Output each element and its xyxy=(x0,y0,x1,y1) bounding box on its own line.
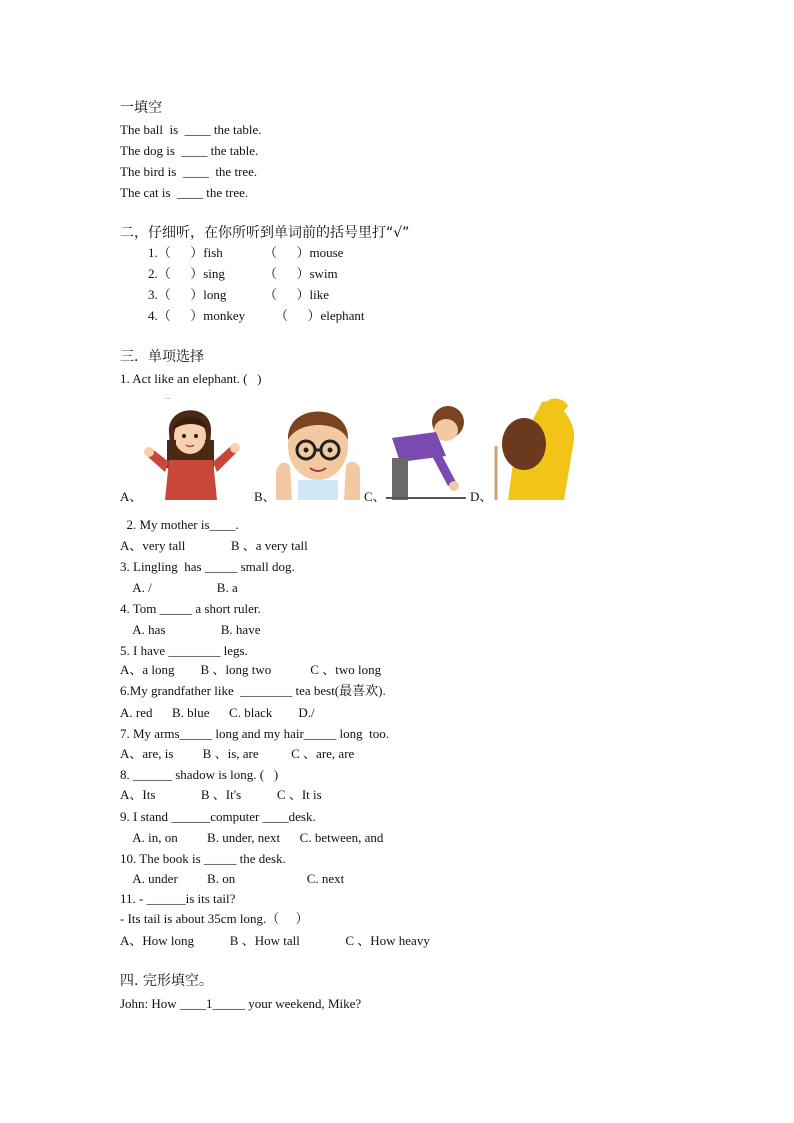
question-3-options: A. / B. a xyxy=(120,580,238,595)
question-8-options: A、Its B 、It's C 、It is xyxy=(120,787,322,802)
section-2-title: 二，仔细听，在你所听到单词前的括号里打“√” xyxy=(120,225,410,241)
fill-blank-line-1: The ball is ____ the table. xyxy=(120,122,262,137)
question-2: 2. My mother is____. xyxy=(120,517,239,532)
listening-item-2-left: 2.（ ）sing xyxy=(148,266,225,281)
question-2-options: A、very tall B 、a very tall xyxy=(120,538,308,553)
question-7: 7. My arms_____ long and my hair_____ long too. xyxy=(120,726,390,741)
question-5: 5. I have ________ legs. xyxy=(120,643,248,658)
q1-option-c: C、 xyxy=(364,489,386,504)
q1-option-a: A、 xyxy=(120,489,143,504)
fill-blank-line-4: The cat is ____ the tree. xyxy=(120,185,249,200)
question-9: 9. I stand ______computer ____desk. xyxy=(120,809,316,824)
cloze-line-1: John: How ____1_____ your weekend, Mike? xyxy=(120,996,362,1011)
question-8: 8. ______ shadow is long. ( ) xyxy=(120,767,279,782)
listening-item-2-right: （ ）swim xyxy=(264,266,338,281)
listening-item-1-right: （ ）mouse xyxy=(264,245,344,260)
question-4-options: A. has B. have xyxy=(120,622,261,637)
svg-text:~~: ~~ xyxy=(165,397,171,402)
question-9-options: A. in, on B. under, next C. between, and xyxy=(120,830,384,845)
question-5-options: A、a long B 、long two C 、two long xyxy=(120,662,382,677)
question-11-options: A、How long B 、How tall C 、How heavy xyxy=(120,933,430,948)
section-3-title: 三．单项选择 xyxy=(120,349,204,365)
section-1-title: 一填空 xyxy=(120,100,162,116)
question-7-options: A、are, is B 、is, are C 、are, are xyxy=(120,746,355,761)
listening-item-3-right: （ ）like xyxy=(264,287,329,302)
question-4: 4. Tom _____ a short ruler. xyxy=(120,601,261,616)
listening-item-4-right: （ ）elephant xyxy=(275,308,365,323)
listening-item-4-left: 4.（ ）monkey xyxy=(148,308,246,323)
question-6: 6.My grandfather like ________ tea best(最喜欢). xyxy=(120,683,386,698)
listening-item-1-left: 1.（ ）fish xyxy=(148,245,223,260)
question-10: 10. The book is _____ the desk. xyxy=(120,851,286,866)
boy-with-glasses-picture xyxy=(276,396,360,500)
question-3: 3. Lingling has _____ small dog. xyxy=(120,559,295,574)
question-11: 11. - ______is its tail? xyxy=(120,891,236,906)
question-10-options: A. under B. on C. next xyxy=(120,871,345,886)
boy-back-view-picture xyxy=(494,396,578,500)
question-6-options: A. red B. blue C. black D./ xyxy=(120,705,315,720)
q1-option-b: B、 xyxy=(254,489,276,504)
listening-item-3-left: 3.（ ）long xyxy=(148,287,227,302)
q1-option-d: D、 xyxy=(470,489,493,504)
section-4-title: 四. 完形填空。 xyxy=(120,973,213,989)
fill-blank-line-2: The dog is ____ the table. xyxy=(120,143,259,158)
question-11-answer: - Its tail is about 35cm long.（ ） xyxy=(120,911,309,926)
girl-picture xyxy=(143,396,243,500)
bending-boy-picture xyxy=(386,396,466,500)
question-1: 1. Act like an elephant. ( ) xyxy=(120,371,262,386)
fill-blank-line-3: The bird is ____ the tree. xyxy=(120,164,258,179)
